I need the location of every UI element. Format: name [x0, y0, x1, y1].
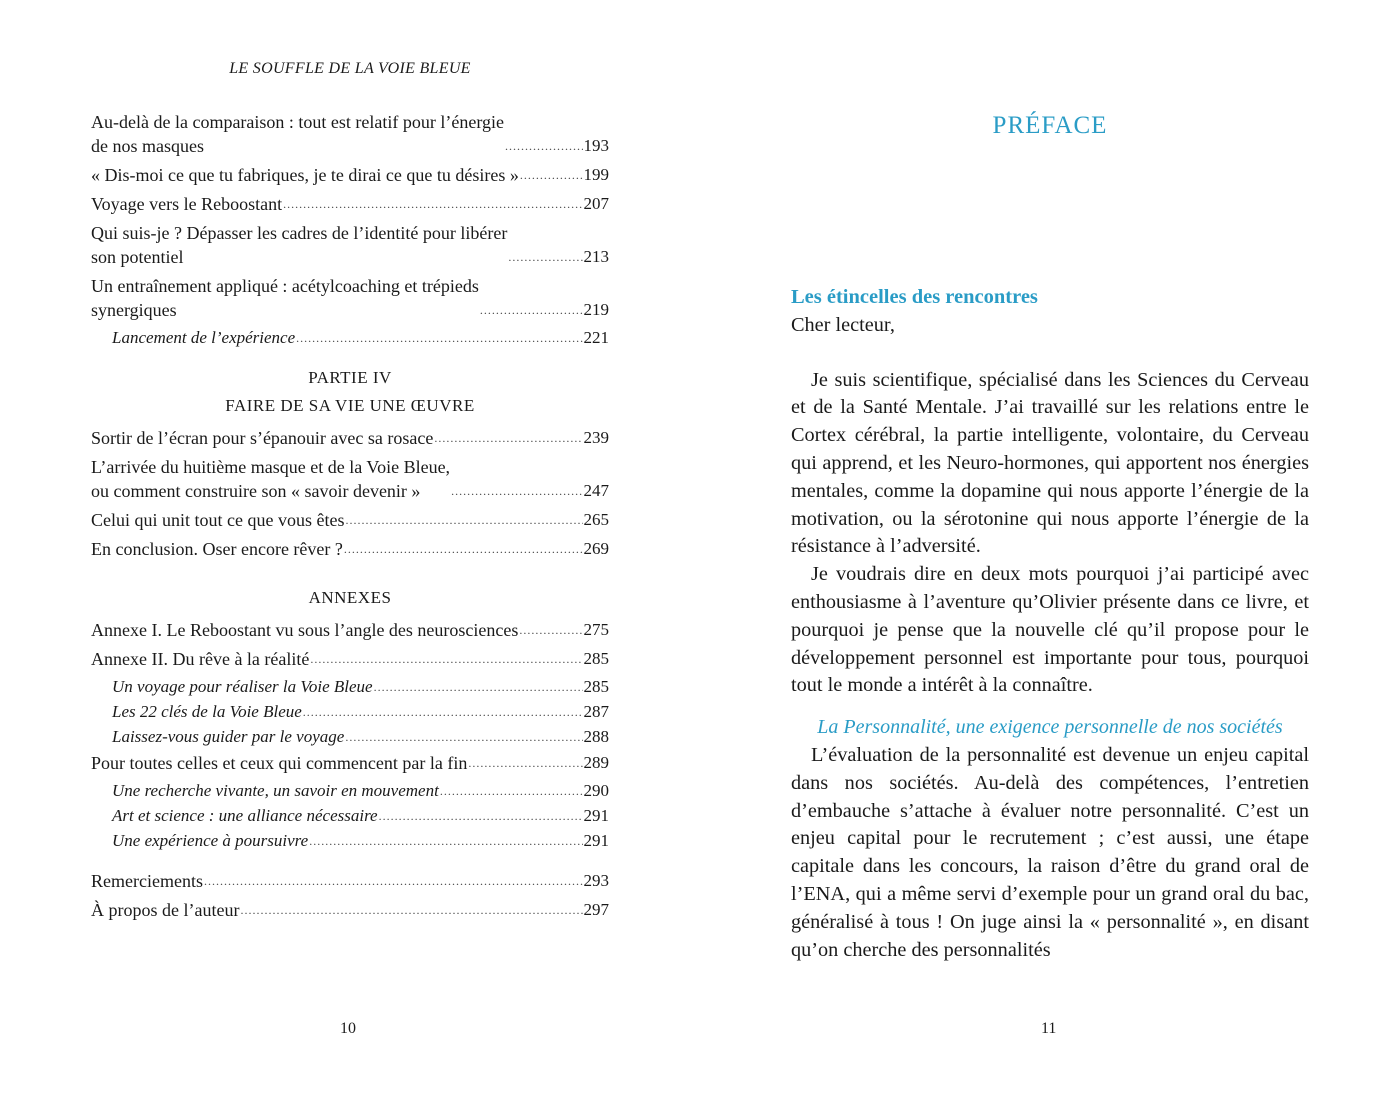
toc-entry [91, 869, 609, 893]
running-head: LE SOUFFLE DE LA VOIE BLEUE [229, 60, 471, 77]
toc-entry [91, 221, 609, 269]
part4-title: FAIRE DE SA VIE UNE ŒUVRE [225, 396, 475, 415]
toc-annexes-entries [91, 618, 609, 852]
toc-entry-page: 297 [583, 900, 609, 919]
dot-leader [204, 869, 583, 893]
toc-entry-page: 199 [583, 165, 609, 184]
toc-entry [91, 192, 609, 216]
dot-leader [240, 898, 582, 922]
toc-entry-page: 221 [583, 328, 609, 347]
toc-entry-page: 269 [583, 539, 609, 558]
toc-back-matter [91, 869, 609, 922]
toc-entry [91, 110, 609, 158]
toc-entry-page: 289 [583, 753, 609, 772]
toc-entry-title: Au-delà de la comparaison : tout est relatif pour l’énergie de nos masques [91, 112, 505, 156]
table-of-contents [91, 110, 609, 927]
toc-entry [91, 618, 609, 642]
toc-entry-title: Sortir de l’écran pour s’épanouir avec sa rosace [91, 428, 434, 448]
toc-entry-title: Voyage vers le Reboostant [91, 194, 283, 214]
dot-leader [345, 508, 582, 532]
paragraph: Je suis scientifique, spécialisé dans les Sciences du Cerveau et de la Santé Mentale. J’ai travaillé sur les relations entre le Cortex cérébral, la partie intelligente, volontaire, du Cerveau qui apprend, et les Neuro-hormones, qui apportent nos énergies mentales, comme la dopamine qui nous apporte l’énergie de la motivation, ou la sérotonine qui nous apporte l’énergie de la résistance à l’adversité. [791, 368, 1309, 558]
toc-entry-title: Qui suis-je ? Dépasser les cadres de l’identité pour libérer son potentiel [91, 223, 508, 267]
toc-entry-title: L’arrivée du huitième masque et de la Voie Bleue, ou comment construire son « savoir devenir » [91, 457, 451, 501]
toc-entry-title: Art et science : une alliance nécessaire [112, 806, 378, 825]
dot-leader [310, 647, 582, 671]
toc-entry-title: Une recherche vivante, un savoir en mouvement [112, 781, 439, 800]
dot-leader [303, 701, 583, 723]
section-heading: La Personnalité, une exigence personnelle de nos sociétés [817, 716, 1283, 739]
toc-entry-page: 213 [583, 247, 609, 266]
toc-entry-title: En conclusion. Oser encore rêver ? [91, 539, 343, 559]
toc-entry [91, 780, 609, 802]
toc-entry-title: Une expérience à poursuivre [112, 831, 309, 850]
dot-leader [505, 134, 582, 158]
preface-body [791, 284, 1309, 964]
page-number: 11 [1041, 1020, 1057, 1037]
toc-entry-page: 287 [583, 702, 609, 721]
toc-entry [91, 830, 609, 852]
toc-entry [91, 327, 609, 349]
toc-entry [91, 701, 609, 723]
toc-entry-title: Laissez-vous guider par le voyage [112, 727, 345, 746]
toc-entry [91, 898, 609, 922]
toc-entry [91, 751, 609, 775]
toc-entry [91, 647, 609, 671]
toc-entry-page: 291 [583, 806, 609, 825]
preface-title: PRÉFACE [992, 112, 1108, 139]
toc-entry-page: 239 [583, 428, 609, 447]
dot-leader [344, 537, 583, 561]
toc-entry-page: 219 [583, 300, 609, 319]
paragraph: L’évaluation de la personnalité est devenue un enjeu capital dans nos sociétés. Au-delà des compétences, l’entretien d’embauche s’attache à évaluer notre personnalité. C’est un enjeu capital pour le recrutement ; c’est aussi, une étape capitale dans les concours, la raison d’être du grand oral de l’ENA, qui a même servi d’exemple pour un grand oral du bac, généralisé à tous ! On juge ainsi la « personnalité », en disant qu’on cherche des personnalités [791, 743, 1309, 961]
dot-leader [520, 163, 583, 187]
toc-entry-title: Annexe II. Du rêve à la réalité [91, 649, 310, 669]
toc-entry-page: 288 [583, 727, 609, 746]
dot-leader [480, 298, 583, 322]
toc-entry-title: Lancement de l’expérience [112, 328, 296, 347]
toc-entry [91, 805, 609, 827]
toc-entry-page: 265 [583, 510, 609, 529]
paragraph: Je voudrais dire en deux mots pourquoi j’ai participé avec enthousiasme à l’aventure qu’Olivier présente dans ce livre, et pourquoi je pense que la nouvelle clé qu’il propose pour le développement personnel est importante pour tous, pourquoi tout le monde a intérêt à la connaître. [791, 563, 1309, 697]
toc-entry-page: 285 [583, 677, 609, 696]
toc-entry-title: Celui qui unit tout ce que vous êtes [91, 510, 345, 530]
part4-label: PARTIE IV [308, 368, 392, 387]
dot-leader [345, 726, 582, 748]
toc-entry [91, 455, 609, 503]
toc-entry-page: 193 [583, 136, 609, 155]
toc-entry [91, 508, 609, 532]
salutation: Cher lecteur, [791, 313, 895, 336]
toc-entry-title: Un voyage pour réaliser la Voie Bleue [112, 677, 373, 696]
subheading: Les étincelles des rencontres [791, 286, 1038, 308]
toc-entry-page: 285 [583, 649, 609, 668]
dot-leader [374, 676, 583, 698]
dot-leader [379, 805, 583, 827]
toc-entry-title: Pour toutes celles et ceux qui commencent par la fin [91, 753, 468, 773]
dot-leader [440, 780, 583, 802]
toc-entry-page: 275 [583, 620, 609, 639]
dot-leader [434, 426, 582, 450]
dot-leader [508, 245, 582, 269]
toc-entry-title: Remerciements [91, 871, 203, 891]
dot-leader [296, 327, 582, 349]
toc-entry-page: 293 [583, 871, 609, 890]
toc-entry-title: À propos de l’auteur [91, 900, 240, 920]
toc-entry [91, 163, 609, 187]
dot-leader [309, 830, 582, 852]
toc-entry-page: 290 [583, 781, 609, 800]
toc-entry [91, 426, 609, 450]
toc-entry-title: Un entraînement appliqué : acétylcoaching et trépieds synergiques [91, 276, 479, 320]
toc-entry [91, 537, 609, 561]
toc-entry-title: Annexe I. Le Reboostant vu sous l’angle des neurosciences [91, 620, 519, 640]
toc-entry-page: 291 [583, 831, 609, 850]
right-page [700, 0, 1400, 1115]
dot-leader [451, 479, 582, 503]
page-number: 10 [340, 1020, 356, 1037]
toc-entry-page: 247 [583, 481, 609, 500]
toc-entry-title: « Dis-moi ce que tu fabriques, je te dirai ce que tu désires » [91, 165, 519, 185]
dot-leader [283, 192, 582, 216]
toc-part4-entries [91, 426, 609, 561]
annexes-title: ANNEXES [308, 588, 392, 607]
toc-part3-entries [91, 110, 609, 349]
toc-entry-page: 207 [583, 194, 609, 213]
toc-entry [91, 726, 609, 748]
toc-entry [91, 676, 609, 698]
dot-leader [468, 751, 582, 775]
toc-entry-title: Les 22 clés de la Voie Bleue [112, 702, 302, 721]
dot-leader [519, 618, 582, 642]
toc-entry [91, 274, 609, 322]
